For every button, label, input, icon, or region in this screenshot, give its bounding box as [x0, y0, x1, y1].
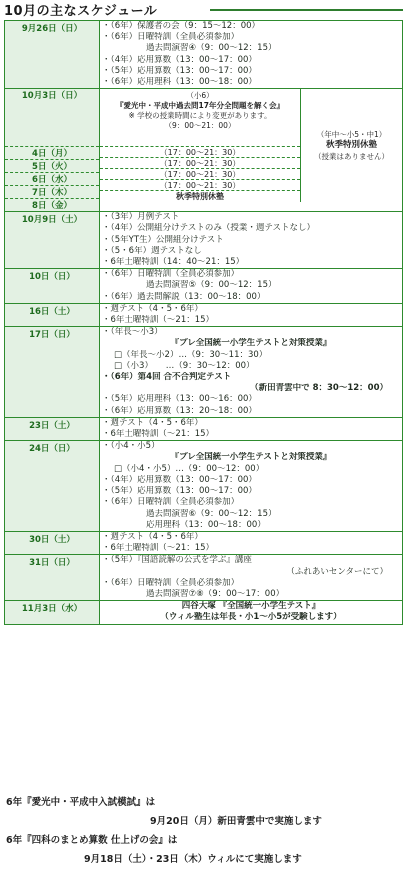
list-item: 過去問演習⑦⑧（9：00～17：00） [146, 588, 285, 599]
list-item: 過去問演習⑥（9：00～12：15） [146, 508, 277, 519]
row-date: 16日（土） [5, 303, 100, 326]
weekday-time: （17：00～21：30） [100, 169, 300, 180]
weekday-time: （17：00～21：30） [100, 147, 300, 158]
note-line: 6年『四科のまとめ算数 仕上げの会』は [6, 835, 178, 846]
list-item: ・（4年）公開組分けテストのみ（授業・週テストなし） [102, 223, 315, 234]
list-item: ・（4年）応用算数（13：00～17：00） [102, 54, 257, 65]
notes [0, 793, 407, 869]
block-side-note [301, 89, 403, 202]
list-item: ・（6年）第4回 合不合判定テスト [102, 372, 232, 383]
note-line: 9月18日（土）・23日（木）ウィルにて実施します [84, 854, 302, 865]
list-item: ・6年土曜特訓（～21：15） [102, 315, 215, 326]
row-content [100, 212, 403, 269]
sunday-event [100, 89, 300, 147]
row-date: 11月3日（水） [5, 601, 100, 624]
weekday-time: （17：00～21：30） [100, 158, 300, 169]
block-content-grid [100, 89, 402, 202]
row-content [100, 327, 403, 418]
list-item: ・（6年）過去問解説（13：00～18：00） [102, 291, 266, 302]
table-row [5, 89, 403, 212]
list-item: （新田青雲中で 8：30～12：00） [250, 383, 388, 394]
row-content [100, 601, 403, 624]
list-item: ・（5年）応用理科（13：00～16：00） [102, 394, 257, 405]
list-item: （ふれあいセンターにて） [286, 566, 388, 577]
row-date: 4日（月） [5, 147, 99, 160]
note-line: 6年『愛光中・平成中入試模試』は [6, 797, 156, 808]
list-item: 四谷大塚 『全国統一小学生テスト』 [181, 601, 321, 612]
table-row [5, 21, 403, 89]
table-row [5, 327, 403, 418]
list-item: ・（6年）日曜特訓（全員必須参加） [102, 577, 240, 588]
table-row [5, 601, 403, 624]
list-item: □（小3） …（9：30～12：00） [114, 360, 255, 371]
list-item: ・（6年）日曜特訓（全員必須参加） [102, 497, 240, 508]
list-item: ・（小4・小5） [102, 441, 160, 452]
table-row [5, 531, 403, 554]
row-content [100, 555, 403, 601]
list-item: ・（5年）応用算数（13：00～17：00） [102, 65, 257, 76]
block-left [100, 89, 301, 202]
list-item: （年中～小5・中1） [316, 130, 387, 140]
list-item: ・6年土曜特訓（14：40～21：15） [102, 257, 245, 268]
list-item: ・（3年）月例テスト [102, 212, 180, 223]
row-date: 6日（水） [5, 173, 99, 186]
list-item: ・6年土曜特訓（～21：15） [102, 429, 215, 440]
note-line: 9月20日（月）新田青雲中で実施します [150, 816, 322, 827]
row-date: 24日（日） [5, 441, 100, 532]
list-item: （ウィル塾生は年長・小1～小5が受験します） [160, 612, 342, 623]
row-date: 31日（日） [5, 555, 100, 601]
block-content [100, 89, 403, 212]
table-row [5, 269, 403, 304]
list-item: ・6年土曜特訓（～21：15） [102, 543, 215, 554]
table-row [5, 417, 403, 440]
title-rule [210, 9, 403, 11]
list-item: ・（5年YT生）公開組分けテスト [102, 234, 224, 245]
list-item: 『プレ全国統一小学生テストと対策授業』 [170, 338, 332, 349]
block-date-list [5, 89, 99, 211]
list-item: （小6） [186, 91, 214, 101]
row-content [100, 269, 403, 304]
list-item: □（年長～小2）…（9：30～11：30） [114, 349, 268, 360]
row-date: 17日（日） [5, 327, 100, 418]
list-item: ・（6年）保護者の会（9：15～12：00） [102, 21, 261, 31]
list-item: 『愛光中・平成中過去問17年分全問題を解く会』 [116, 101, 284, 111]
list-item: ・（6年）日曜特訓（全員必須参加） [102, 32, 240, 43]
row-date: 10日（日） [5, 269, 100, 304]
row-date: 23日（土） [5, 417, 100, 440]
list-item: ・（4年）応用算数（13：00～17：00） [102, 474, 257, 485]
row-content [100, 21, 403, 89]
list-item: （9：00～21：00） [164, 121, 236, 131]
list-item: 秋季特別休塾 [325, 140, 377, 151]
list-item: 『プレ全国統一小学生テストと対策授業』 [170, 452, 332, 463]
row-content [100, 303, 403, 326]
row-date: 7日（木） [5, 186, 99, 199]
row-date: 30日（土） [5, 531, 100, 554]
table-row [5, 555, 403, 601]
list-item: 過去問演習⑤（9：00～12：15） [146, 280, 277, 291]
list-item: ・（5年）応用算数（13：00～17：00） [102, 486, 257, 497]
list-item: ・（5・6年）週テストなし [102, 245, 202, 256]
list-item: ・週テスト（4・5・6年） [102, 303, 203, 314]
row-content [100, 417, 403, 440]
row-date: 9月26日（日） [5, 21, 100, 89]
row-content [100, 531, 403, 554]
list-item: ・（6年）応用算数（13：20～18：00） [102, 405, 257, 416]
table-row [5, 441, 403, 532]
list-item: ・（5年）『国語読解の公式を学ぶ』講座 [102, 555, 252, 566]
table-row [5, 303, 403, 326]
list-item: ※ 学校の授業時間により変更があります。 [128, 111, 272, 121]
page-title [4, 0, 157, 18]
schedule-table [4, 20, 403, 625]
list-item: 過去問演習④（9：00～12：15） [146, 43, 277, 54]
row-date: 8日（金） [32, 201, 72, 212]
weekday-time: （17：00～21：30） [100, 180, 300, 191]
list-item: ・週テスト（4・5・6年） [102, 531, 203, 542]
list-item: （授業はありません） [314, 152, 389, 162]
list-item: ・（6年）日曜特訓（全員必須参加） [102, 269, 240, 280]
block-dates [5, 89, 100, 212]
row-content [100, 441, 403, 532]
table-row [5, 212, 403, 269]
list-item: ・週テスト（4・5・6年） [102, 417, 203, 428]
row-date: 10月9日（土） [5, 212, 100, 269]
page-title-text: 10月の主なスケジュール [4, 3, 158, 19]
row-date: 5日（火） [5, 160, 99, 173]
list-item: ・（年長～小3） [102, 327, 163, 338]
list-item: □（小4・小5）…（9：00～12：00） [114, 463, 265, 474]
list-item: ・（6年）応用理科（13：00～18：00） [102, 77, 257, 88]
friday-closure: 秋季特別休塾 [176, 192, 224, 202]
row-date: 10月3日（日） [5, 89, 99, 147]
list-item: 応用理科（13：00～18：00） [146, 519, 266, 530]
